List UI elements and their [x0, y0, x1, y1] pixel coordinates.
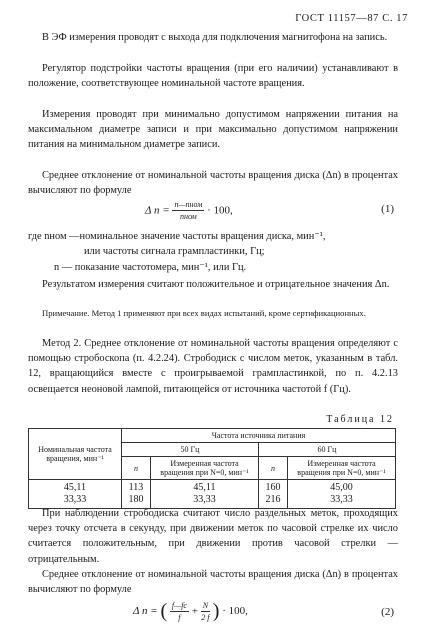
col-n-60: n — [259, 457, 288, 480]
col-header-nominal: Номинальная частота вращения, мин⁻¹ — [29, 429, 122, 480]
paragraph-1: В ЭФ измерения проводят с выхода для подключения магнитофона на запись. — [42, 32, 388, 43]
where-line-1: где nном —номинальное значение частоты вращения диска, мин⁻¹, — [28, 231, 326, 242]
formula-2-fraction-b: $\frac{N}{2 f}$ — [201, 600, 210, 622]
subheader-60hz: 60 Гц — [259, 443, 396, 457]
subheader-50hz: 50 Гц — [122, 443, 259, 457]
cell-m60: 45,00 33,33 — [288, 480, 396, 509]
group-header: Частота источника питания — [122, 429, 396, 443]
paragraph-8: Среднее отклонение от номинальной частоты вращения диска (Δn) в процентах вычисляют по формуле — [28, 569, 398, 596]
where-line-2: или частоты сигнала грампластинки, Гц; — [84, 246, 265, 257]
formula-1: Δ n = $\frac{\text{n—nном}}{\text{nном}}$ · 100, — [145, 200, 233, 221]
col-n-50: n — [122, 457, 151, 480]
where-line-3: n — показание частотомера, мин⁻¹, или Гц. — [54, 262, 247, 273]
paragraph-7: При наблюдении стрободиска считают число раздельных меток, проходящих через точку отсчета в секунду, при движении меток по часовой стрелке их число считается положительным, при движении против часовой стрелки — отрицательным. — [28, 508, 398, 565]
paragraph-3: Измерения проводят при минимально допустимом напряжении питания на максимальном диаметре записи и при максимально допустимом напряжении питания на минимальном диаметре записи. — [28, 109, 398, 151]
note: Примечание. Метод 1 применяют при всех видах испытаний, кроме сертификационных. — [42, 308, 366, 318]
paragraph-5: Результатом измерения считают положительное и отрицательное значения Δn. — [42, 279, 390, 290]
cell-n60: 160 216 — [259, 480, 288, 509]
formula-2: Δ n = ( $\frac{f—fс}{f}$ + $\frac{N}{2 f}$ ) · 100, — [133, 600, 248, 622]
formula-1-fraction: $\frac{\text{n—nном}}{\text{nном}}$ — [174, 200, 203, 221]
table-caption: Таблица 12 — [326, 414, 394, 425]
paragraph-6: Метод 2. Среднее отклонение от номинальной частоты вращения определяют с помощью стробоскопа (п. 4.2.24). Стрободиск с числом меток, указанным в табл. 12, вращающийся вместе с проигрываемой грампластинкой, по п. 4.2.13 освещается неоновой лампой, питающейся от источника частотой f (Гц). — [28, 338, 398, 395]
paragraph-4: Среднее отклонение от номинальной частоты вращения диска (Δn) в процентах вычисляют по формуле — [28, 170, 398, 197]
formula-1-number: (1) — [381, 203, 394, 215]
paragraph-2: Регулятор подстройки частоты вращения (при его наличии) устанавливают в положение, соответствующее номинальной частоте вращения. — [28, 63, 398, 90]
page-header: ГОСТ 11157—87 С. 17 — [295, 13, 408, 24]
formula-2-number: (2) — [381, 606, 394, 618]
cell-nominal: 45,11 33,33 — [29, 480, 122, 509]
col-measured-50: Измеренная частота вращения при N=0, мин⁻¹ — [151, 457, 259, 480]
formula-2-fraction-a: $\frac{f—fс}{f}$ — [171, 600, 187, 622]
col-measured-60: Измеренная частота вращения при N=0, мин⁻¹ — [288, 457, 396, 480]
cell-m50: 45,11 33,33 — [151, 480, 259, 509]
cell-n50: 113 180 — [122, 480, 151, 509]
table-12 — [28, 428, 396, 509]
